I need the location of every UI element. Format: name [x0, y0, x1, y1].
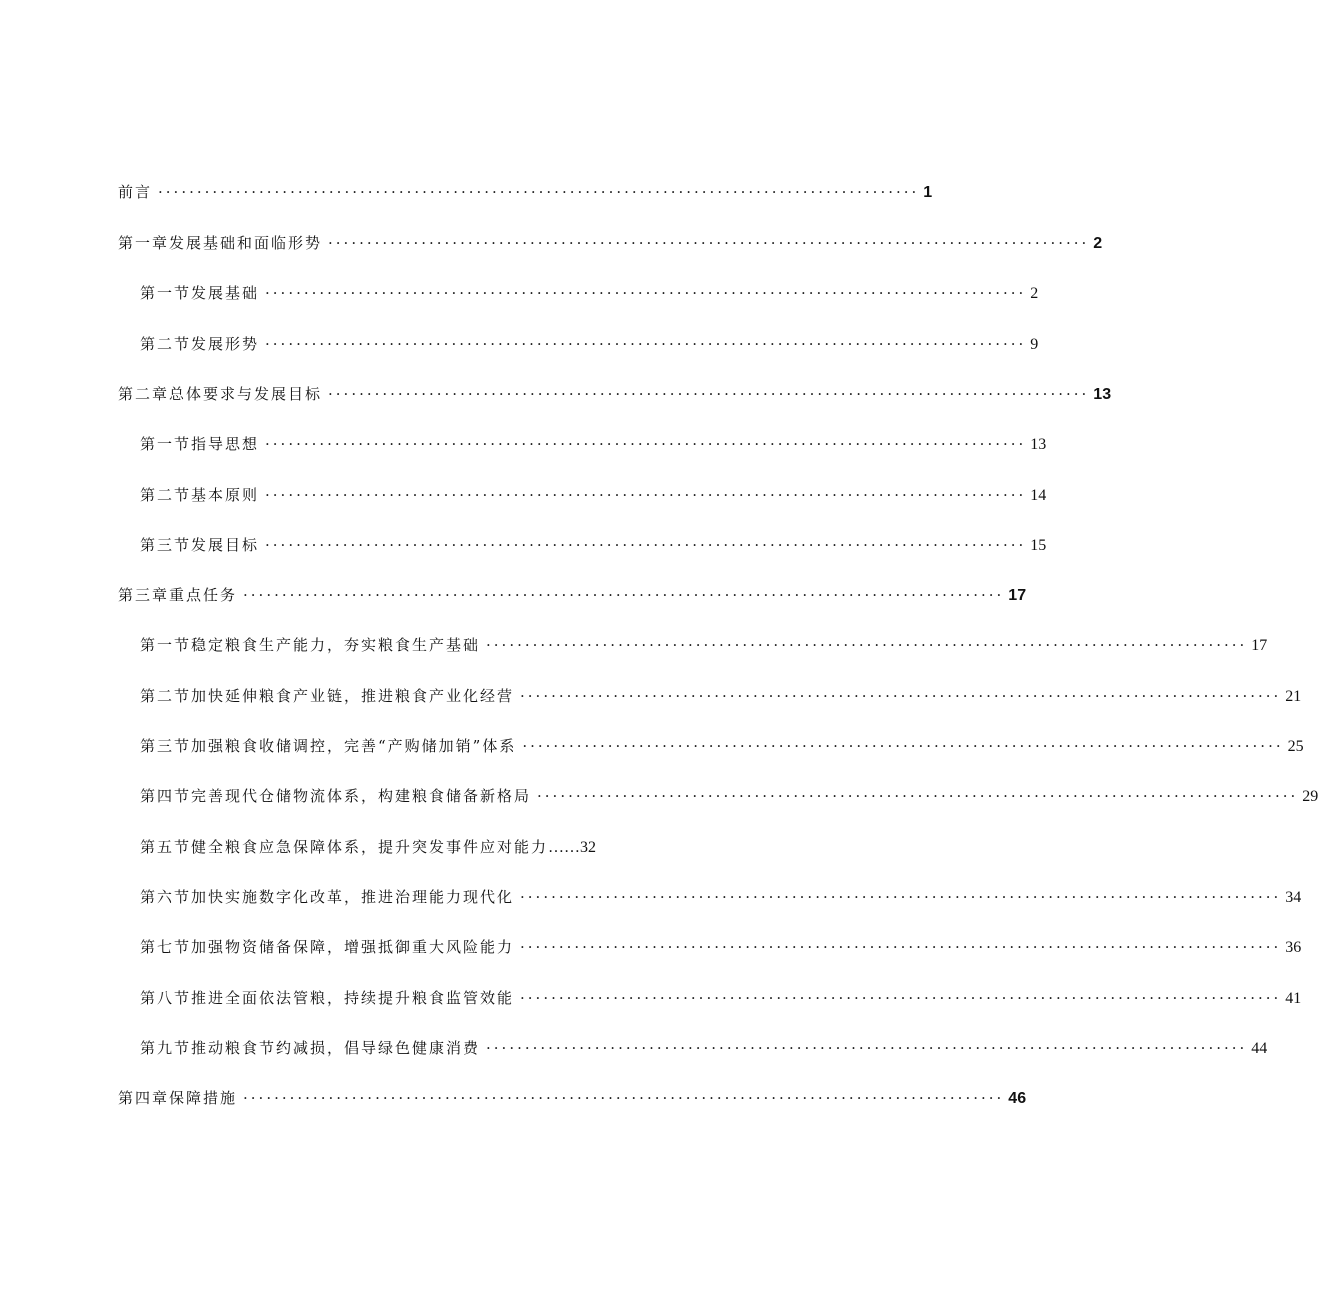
- toc-entry-page: 13: [1030, 436, 1047, 453]
- toc-entry-label: 前言: [118, 183, 153, 201]
- toc-entry-page: 17: [1008, 587, 1027, 604]
- dot-leader: ··································································································: [265, 536, 1027, 554]
- toc-entry-label: 第一章发展基础和面临形势: [118, 234, 323, 252]
- toc-entry-section[interactable]: [140, 781, 1318, 811]
- toc-entry-label: 第四节完善现代仓储物流体系，构建粮食储备新格局: [140, 787, 532, 805]
- toc-entry-page: 44: [1251, 1040, 1268, 1057]
- toc-entry-section[interactable]: [140, 630, 1268, 660]
- toc-entry-page: 29: [1302, 788, 1318, 805]
- dot-leader: ··································································································: [265, 486, 1027, 504]
- dot-leader: ··································································································: [265, 284, 1027, 302]
- toc-entry-section[interactable]: [140, 530, 1047, 560]
- dot-leader: ··································································································: [328, 385, 1090, 403]
- toc-entry-page: 1: [923, 184, 933, 201]
- toc-entry-section[interactable]: [140, 882, 1302, 912]
- toc-entry-section[interactable]: [140, 832, 596, 862]
- toc-entry-label: 第三章重点任务: [118, 586, 238, 604]
- toc-entry-page: 2: [1093, 235, 1103, 252]
- toc-entry-label: 第七节加强物资储备保障，增强抵御重大风险能力: [140, 938, 515, 956]
- toc-entry-label: 第三节发展目标: [140, 536, 260, 554]
- toc-entry-chapter-4[interactable]: [118, 1083, 1027, 1113]
- toc-entry-section[interactable]: [140, 429, 1047, 459]
- toc-entry-page: 14: [1030, 487, 1047, 504]
- toc-entry-label: 第二节加快延伸粮食产业链，推进粮食产业化经营: [140, 687, 515, 705]
- toc-entry-label: 第三节加强粮食收储调控，完善“产购储加销”体系: [140, 737, 517, 755]
- dot-leader: ··································································································: [243, 1089, 1005, 1107]
- toc-entry-label: 第八节推进全面依法管粮，持续提升粮食监管效能: [140, 989, 515, 1007]
- toc-entry-section[interactable]: [140, 329, 1039, 359]
- dot-leader: ··································································································: [522, 737, 1284, 755]
- toc-entry-label: 第二节基本原则: [140, 486, 260, 504]
- toc-entry-page: 36: [1285, 939, 1302, 956]
- dot-leader: ··································································································: [158, 183, 920, 201]
- toc-entry-label: 第一节稳定粮食生产能力，夯实粮食生产基础: [140, 636, 481, 654]
- toc-entry-page: 15: [1030, 537, 1047, 554]
- dot-leader: ··································································································: [520, 989, 1282, 1007]
- toc-entry-label: 第一节指导思想: [140, 435, 260, 453]
- toc-entry-chapter-2[interactable]: [118, 379, 1112, 409]
- toc-entry-section[interactable]: [140, 1033, 1268, 1063]
- toc-entry-section[interactable]: [140, 278, 1039, 308]
- toc-entry-chapter-3[interactable]: [118, 580, 1027, 610]
- toc-entry-chapter-1[interactable]: [118, 228, 1103, 258]
- toc-entry-label: 第四章保障措施: [118, 1089, 238, 1107]
- toc-entry-section[interactable]: [140, 480, 1047, 510]
- toc-entry-label: 第二章总体要求与发展目标: [118, 385, 323, 403]
- toc-entry-label: 第六节加快实施数字化改革，推进治理能力现代化: [140, 888, 515, 906]
- toc-entry-label: 第二节发展形势: [140, 335, 260, 353]
- toc-entry-label: 第九节推动粮食节约减损，倡导绿色健康消费: [140, 1039, 481, 1057]
- dot-leader: ··································································································: [265, 435, 1027, 453]
- toc-entry-page: ……32: [548, 839, 597, 856]
- toc-entry-page: 46: [1008, 1090, 1027, 1107]
- dot-leader: ··································································································: [520, 687, 1282, 705]
- toc-entry-preface[interactable]: [118, 177, 933, 207]
- toc-entry-page: 41: [1285, 990, 1302, 1007]
- toc-entry-page: 25: [1287, 738, 1304, 755]
- dot-leader: ··································································································: [486, 636, 1248, 654]
- dot-leader: ··································································································: [243, 586, 1005, 604]
- toc-entry-page: 13: [1093, 386, 1112, 403]
- toc-entry-section[interactable]: [140, 731, 1304, 761]
- dot-leader: ··································································································: [265, 335, 1027, 353]
- dot-leader: ··································································································: [520, 888, 1282, 906]
- toc-entry-page: 34: [1285, 889, 1302, 906]
- dot-leader: ··································································································: [486, 1039, 1248, 1057]
- toc-entry-page: 17: [1251, 637, 1268, 654]
- toc-entry-section[interactable]: [140, 983, 1302, 1013]
- dot-leader: ··································································································: [328, 234, 1090, 252]
- dot-leader: ··································································································: [520, 938, 1282, 956]
- dot-leader: ··································································································: [537, 787, 1299, 805]
- toc-entry-section[interactable]: [140, 681, 1302, 711]
- toc-entry-label: 第五节健全粮食应急保障体系，提升突发事件应对能力: [140, 838, 549, 856]
- toc-entry-page: 2: [1030, 285, 1039, 302]
- toc-entry-page: 21: [1285, 688, 1302, 705]
- toc-entry-section[interactable]: [140, 932, 1302, 962]
- toc-entry-page: 9: [1030, 336, 1039, 353]
- toc-entry-label: 第一节发展基础: [140, 284, 260, 302]
